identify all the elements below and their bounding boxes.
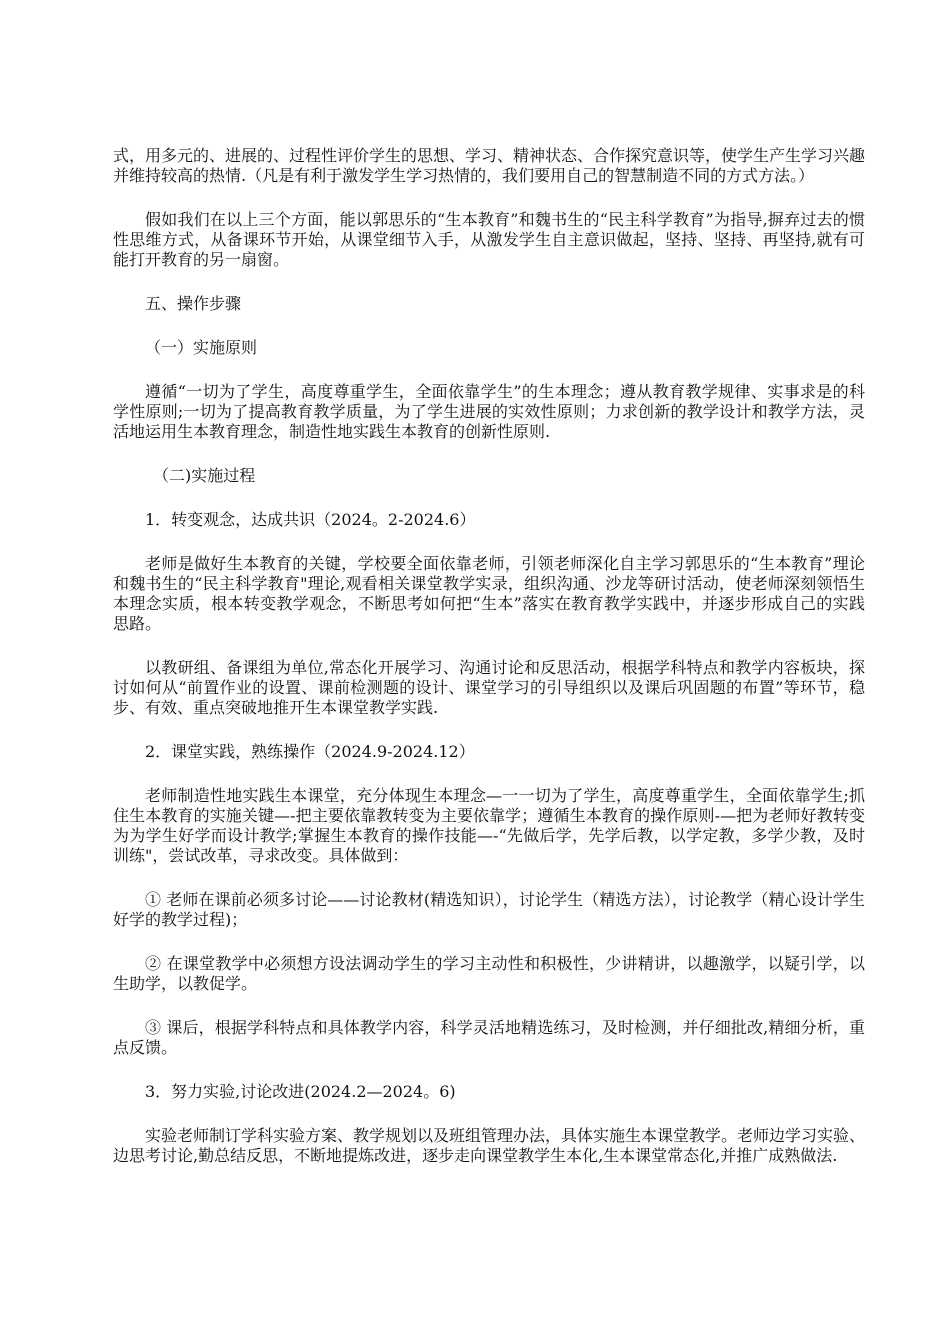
subsection-heading-process: （二)实施过程	[153, 466, 256, 485]
paragraph-evaluation-methods: 式，用多元的、进展的、过程性评价学生的思想、学习、精神状态、合作探究意识等，使学生产生学习兴趣并维持较高的热情.（凡是有利于激发学生学习热情的，我们要用自己的智慧制造不同的方式方法。）	[113, 146, 866, 185]
list-item-before-class: ① 老师在课前必须多讨论——讨论教材(精选知识），讨论学生（精选方法），讨论教学（精心设计学生好学的教学过程)；	[113, 890, 865, 929]
list-item-after-class: ③ 课后，根据学科特点和具体教学内容，科学灵活地精选练习，及时检测，并仔细批改,精细分析，重点反馈。	[113, 1018, 865, 1057]
document-body	[113, 146, 865, 1190]
list-item-in-class: ② 在课堂教学中必须想方设法调动学生的学习主动性和积极性，少讲精讲，以趣激学，以疑引学，以生助学，以教促学。	[113, 954, 865, 993]
step-heading-2: 2．课堂实践，熟练操作（2024.9-2024.12）	[145, 742, 475, 761]
subsection-heading-principles: （一）实施原则	[145, 338, 258, 357]
paragraph-classroom-practice: 老师制造性地实践生本课堂，充分体现生本理念—一一切为了学生，高度尊重学生，全面依靠学生;抓住生本教育的实施关键—-把主要依靠教转变为主要依靠学；遵循生本教育的操作原则-—把为老师好教转变为为学生好学而设计教学;掌握生本教育的操作技能—-“先做后学，先学后教，以学定教，多学少教，及时训练"，尝试改革，寻求改变。具体做到：	[113, 786, 865, 865]
paragraph-teaching-groups: 以教研组、备课组为单位,常态化开展学习、沟通讨论和反思活动，根据学科特点和教学内容板块，探讨如何从“前置作业的设置、课前检测题的设计、课堂学习的引导组织以及课后巩固题的布置”等环节，稳步、有效、重点突破地推开生本课堂教学实践.	[113, 658, 865, 717]
paragraph-teacher-key: 老师是做好生本教育的关键，学校要全面依靠老师，引领老师深化自主学习郭思乐的“生本教育”理论和魏书生的“民主科学教育"理论,观看相关课堂教学实录，组织沟通、沙龙等研讨活动，使老师深刻领悟生本理念实质，根本转变教学观念，不断思考如何把“生本”落实在教育教学实践中，并逐步形成自己的实践思路。	[113, 554, 865, 633]
step-heading-1: 1．转变观念，达成共识（2024。2-2024.6）	[145, 510, 476, 529]
step-heading-3: 3．努力实验,讨论改进(2024.2—2024。6)	[145, 1082, 456, 1101]
paragraph-new-window: 假如我们在以上三个方面，能以郭思乐的“生本教育”和魏书生的“民主科学教育”为指导,摒弃过去的惯性思维方式，从备课环节开始，从课堂细节入手，从激发学生自主意识做起，坚持、坚持、再坚持,就有可能打开教育的另一扇窗。	[113, 210, 865, 269]
section-heading-operation-steps: 五、操作步骤	[145, 294, 242, 313]
paragraph-principles: 遵循“一切为了学生，高度尊重学生，全面依靠学生”的生本理念；遵从教育教学规律、实事求是的科学性原则;一切为了提高教育教学质量，为了学生进展的实效性原则；力求创新的教学设计和教学方法，灵活地运用生本教育理念，制造性地实践生本教育的创新性原则.	[113, 382, 865, 441]
paragraph-experiment: 实验老师制订学科实验方案、教学规划以及班组管理办法，具体实施生本课堂教学。老师边学习实验、边思考讨论,勤总结反思，不断地提炼改进，逐步走向课堂教学生本化,生本课堂常态化,并推广成熟做法.	[113, 1126, 866, 1165]
